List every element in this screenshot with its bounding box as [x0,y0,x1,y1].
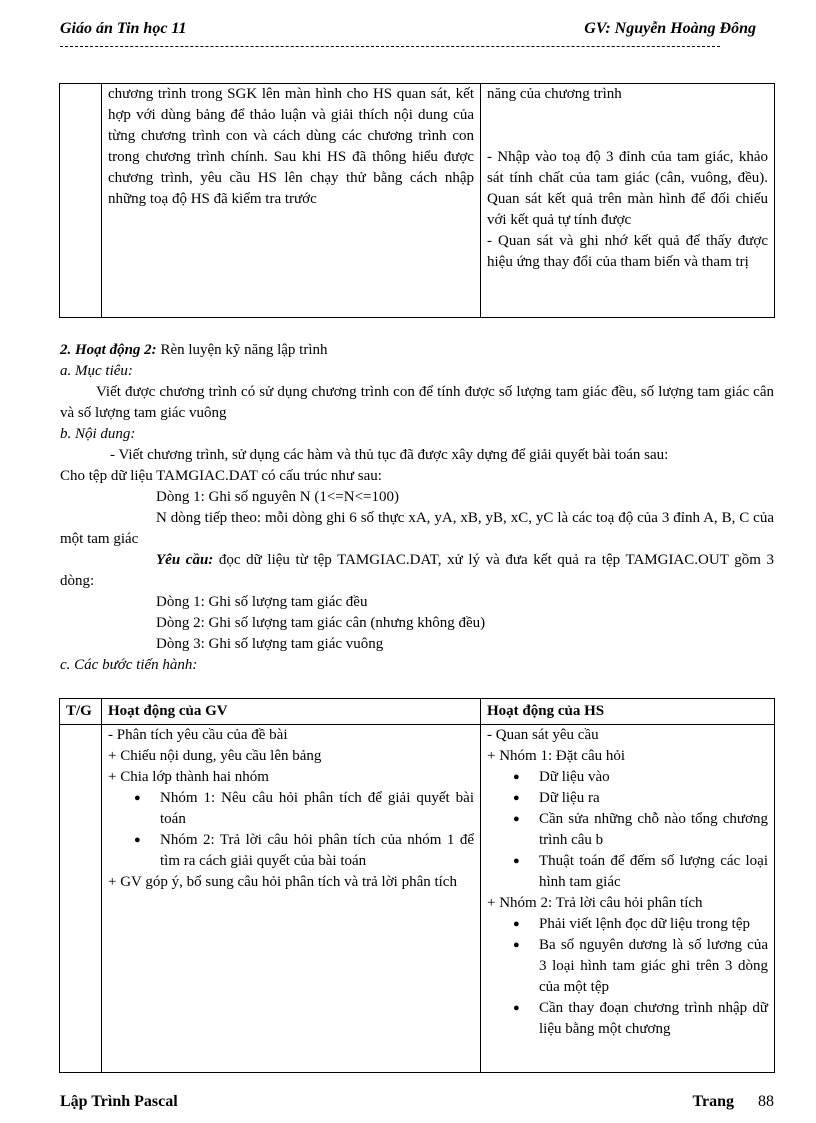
list-item: ● Thuật toán để đếm số lượng các loại hình tam giác [539,851,768,893]
goal-label: a. Mục tiêu: [60,363,133,379]
content-line-2: Cho tệp dữ liệu TAMGIAC.DAT có cấu trúc như sau: [60,468,382,484]
page-footer [60,1093,774,1111]
time-cell [60,725,102,1073]
header-divider [60,46,720,47]
list-item: ● Dữ liệu vào [539,767,768,788]
requirement: Yêu cầu: đọc dữ liệu từ tệp TAMGIAC.DAT, xử lý và đưa kết quả ra tệp TAMGIAC.OUT gồm 3 dòng: [60,552,774,589]
hs-activity-cell [481,725,775,1073]
header-teacher: GV: Nguyễn Hoàng Đông [584,20,756,37]
hs-activity-cell [481,84,775,318]
hs-line-2: - Nhập vào toạ độ 3 đỉnh của tam giác, khảo sát tính chất của tam giác (cân, vuông, đều). Quan sát kết quả trên màn hình để đối chiếu với kết quả tự tính được [487,149,768,228]
col-header-time: T/G [60,699,102,725]
hs-line: + Nhóm 1: Đặt câu hỏi [487,748,626,764]
output-line-1: Dòng 1: Ghi số lượng tam giác đều [156,594,368,610]
col-header-gv: Hoạt động của GV [102,699,481,725]
list-item: ● Nhóm 1: Nêu câu hỏi phân tích để giải quyết bài toán [160,788,474,830]
content-line-3: Dòng 1: Ghi số nguyên N (1<=N<=100) [156,489,399,505]
steps-table [59,698,775,1073]
list-item: ● Phải viết lệnh đọc dữ liệu trong tệp [539,914,768,935]
hs-answer-list [487,914,768,1040]
hs-line: + Nhóm 2: Trả lời câu hỏi phân tích [487,895,703,911]
output-line-3: Dòng 3: Ghi số lượng tam giác vuông [156,636,384,652]
header-subject: Giáo án Tin học 11 [60,20,187,37]
output-line-2: Dòng 2: Ghi số lượng tam giác cân (nhưng không đều) [156,615,486,631]
hs-line-1: năng của chương trình [487,86,622,102]
list-item: ● Cần sửa những chỗ nào tổng chương trình câu b [539,809,768,851]
content-label: b. Nội dung: [60,426,136,442]
gv-activity-cell: chương trình trong SGK lên màn hình cho HS quan sát, kết hợp với dùng bảng để thảo luận và giải thích nội dung của từng chương trình con và cách dùng các chương trình con trong chương trình chính. Sau khi HS đã thông hiểu được chương trình, yêu cầu HS lên chạy thử bằng cách nhập những toạ độ HS đã kiểm tra trước [102,84,481,318]
gv-line: + GV góp ý, bổ sung câu hỏi phân tích và trả lời phân tích [108,874,457,890]
page-number: 88 [758,1093,774,1110]
gv-line: + Chia lớp thành hai nhóm [108,769,269,785]
hs-line-3: - Quan sát và ghi nhớ kết quả để thấy được hiệu ứng thay đổi của tham biến và tham trị [487,233,768,270]
col-header-hs: Hoạt động của HS [481,699,775,725]
list-item: ● Ba số nguyên dương là số lương của 3 loại hình tam giác ghi trên 3 dòng của một tệp [539,935,768,998]
goal-text: Viết được chương trình có sử dụng chương trình con để tính được số lượng tam giác đều, số lượng tam giác cân và số lượng tam giác vuông [60,384,774,421]
list-item: ● Cần thay đoạn chương trình nhập dữ liệu bằng một chương [539,998,768,1040]
time-cell [60,84,102,318]
gv-line: + Chiếu nội dung, yêu cầu lên bảng [108,748,322,764]
page-header [60,20,756,42]
footer-title: Lập Trình Pascal [60,1093,178,1110]
list-item: ● Nhóm 2: Trả lời câu hỏi phân tích của nhóm 1 để tìm ra cách giải quyết của bài toán [160,830,474,872]
hs-question-list [487,767,768,893]
gv-activity-cell [102,725,481,1073]
list-item: ● Dữ liệu ra [539,788,768,809]
continued-activity-table [59,83,775,318]
page-number-block [693,1093,774,1111]
gv-line: - Phân tích yêu cầu của đề bài [108,727,288,743]
activity-heading: 2. Hoạt động 2: Rèn luyện kỹ năng lập trình [60,342,328,358]
steps-label: c. Các bước tiến hành: [60,657,198,673]
activity-section [60,340,774,676]
gv-group-list [108,788,474,872]
page-label: Trang [692,1093,734,1110]
content-line-1: - Viết chương trình, sử dụng các hàm và thủ tục đã được xây dựng để giải quyết bài toán sau: [110,447,669,463]
hs-line: - Quan sát yêu cầu [487,727,599,743]
content-line-4: N dòng tiếp theo: mỗi dòng ghi 6 số thực xA, yA, xB, yB, xC, yC là các toạ độ của 3 đỉnh A, B, C của một tam giác [60,510,774,547]
